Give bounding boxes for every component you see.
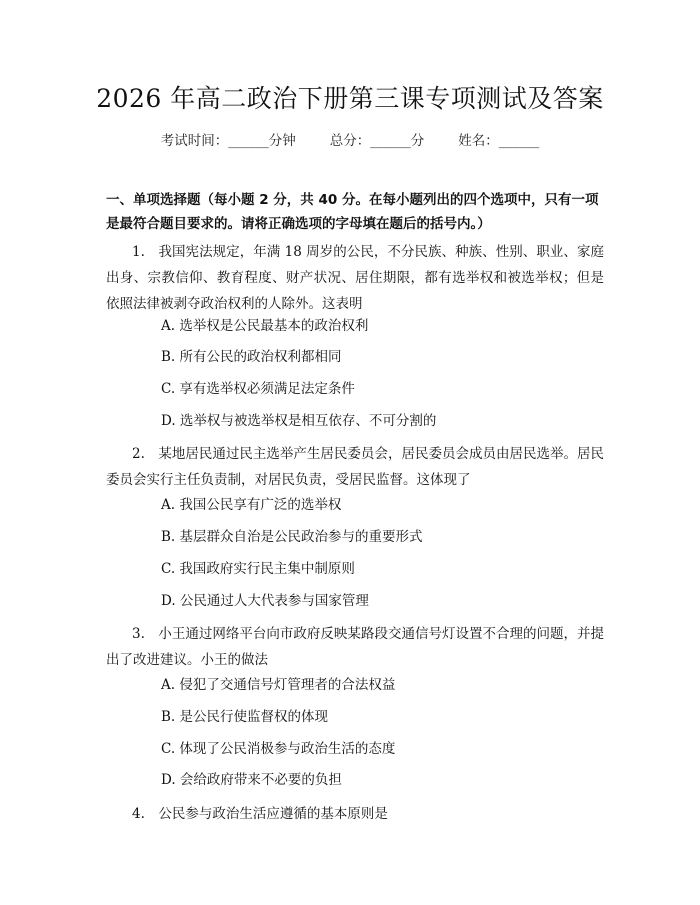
question-1-option-b: B. 所有公民的政治权利都相同 [161, 349, 342, 365]
question-1-option-a: A. 选举权是公民最基本的政治权利 [161, 318, 369, 334]
question-1-option-c: C. 享有选举权必须满足法定条件 [161, 381, 355, 397]
question-3-option-a: A. 侵犯了交通信号灯管理者的合法权益 [161, 677, 396, 693]
question-2-option-d: D. 公民通过人大代表参与国家管理 [161, 593, 369, 609]
page-title: 2026 年高二政治下册第三课专项测试及答案 [96, 84, 604, 113]
question-3-option-d: D. 会给政府带来不必要的负担 [161, 772, 342, 788]
score-label: 总分： [329, 133, 371, 149]
time-label: 考试时间： [160, 133, 229, 149]
name-blank: ______ [498, 133, 540, 149]
question-2-option-a: A. 我国公民享有广泛的选举权 [161, 497, 342, 513]
time-blank: ______ [228, 133, 269, 149]
question-3-option-b: B. 是公民行使监督权的体现 [161, 709, 329, 725]
time-unit: 分钟 [268, 133, 296, 149]
question-1-option-d: D. 选举权与被选举权是相互依存、不可分割的 [161, 413, 437, 429]
question-3-option-c: C. 体现了公民消极参与政治生活的态度 [161, 741, 396, 757]
score-blank: ______ [370, 133, 411, 149]
name-label: 姓名： [458, 133, 499, 149]
question-2-stem: 2. 某地居民通过民主选举产生居民委员会，居民委员会成员由居民选举。居民委员会实行主任负责制，对居民负责，受居民监督。这体现了 [106, 446, 604, 488]
score-unit: 分 [410, 133, 425, 149]
question-2-option-b: B. 基层群众自治是公民政治参与的重要形式 [161, 529, 423, 545]
exam-info-line [0, 131, 700, 151]
section-heading: 一、单项选择题（每小题 2 分，共 40 分。在每小题列出的四个选项中，只有一项是最符合题目要求的。请将正确选项的字母填在题后的括号内。） [106, 192, 599, 232]
question-2-option-c: C. 我国政府实行民主集中制原则 [161, 561, 355, 577]
question-1-stem: 1. 我国宪法规定，年满 18 周岁的公民，不分民族、种族、性别、职业、家庭出身、宗教信仰、教育程度、财产状况、居住期限，都有选举权和被选举权；但是依照法律被剥夺政治权利的人除外。这表明 [106, 244, 604, 312]
question-3-stem: 3. 小王通过网络平台向市政府反映某路段交通信号灯设置不合理的问题，并提出了改进建议。小王的做法 [106, 626, 604, 668]
question-4-stem: 4. 公民参与政治生活应遵循的基本原则是 [132, 806, 388, 822]
